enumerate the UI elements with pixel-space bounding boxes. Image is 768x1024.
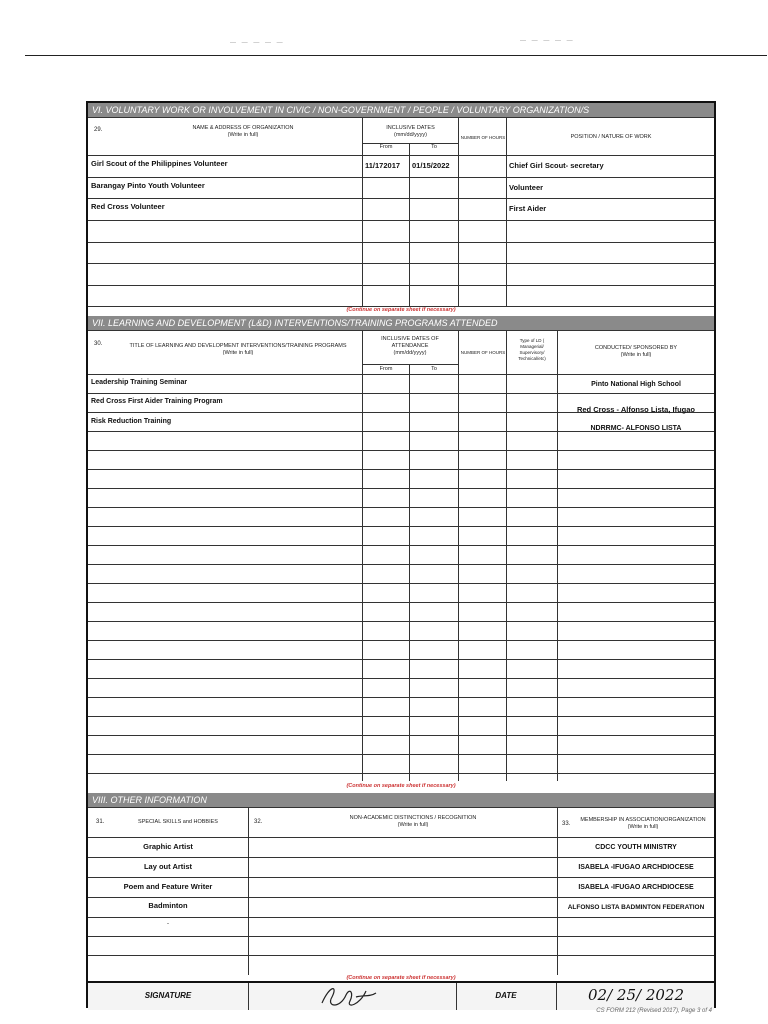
grid-line <box>88 526 714 527</box>
date-value: 02/ 25/ 2022 <box>588 986 684 1004</box>
col-ld-conducted-sub: (Write in full) <box>620 352 652 358</box>
grid-line <box>363 364 459 365</box>
col-dates-sub: (mm/dd/yyyy) <box>394 132 427 138</box>
scan-border-line <box>25 55 767 56</box>
grid-line <box>88 602 714 603</box>
item-number: 29. <box>94 127 103 133</box>
grid-line <box>88 807 714 808</box>
ld-title: Red Cross First Aider Training Program <box>91 398 223 405</box>
grid-line <box>88 735 714 736</box>
section-vii-header: VII. LEARNING AND DEVELOPMENT (L&D) INTERVENTIONS/TRAINING PROGRAMS ATTENDED <box>88 316 714 330</box>
item-number: 30. <box>94 341 103 347</box>
position: Volunteer <box>509 183 544 192</box>
grid-line <box>363 143 459 144</box>
grid-line <box>88 678 714 679</box>
col-org-name-sub: (Write in full) <box>227 132 259 138</box>
col-ld-conducted <box>558 345 714 359</box>
col-hours: NUMBER OF HOURS <box>460 135 506 140</box>
pds-page <box>86 101 716 1008</box>
section-viii-header: VIII. OTHER INFORMATION <box>88 793 714 807</box>
skill-item: Lay out Artist <box>143 862 193 871</box>
grid-line <box>88 955 714 956</box>
grid-line <box>88 393 714 394</box>
grid-line <box>88 917 714 918</box>
grid-line <box>88 330 714 331</box>
grid-line <box>88 754 714 755</box>
item-number: 31. <box>96 819 105 825</box>
col-ld-from: From <box>379 366 393 372</box>
signature-row <box>88 981 714 1010</box>
ld-conducted: NDRRMC- ALFONSO LISTA <box>590 425 682 432</box>
col-ld-dates-sub: (mm/dd/yyyy) <box>393 350 427 356</box>
ld-title: Leadership Training Seminar <box>91 379 188 386</box>
col-ld-hours: NUMBER OF HOURS <box>460 350 506 355</box>
item-number: 33. <box>562 821 571 827</box>
grid-line <box>557 330 558 781</box>
col-membership-label: MEMBERSHIP IN ASSOCIATION/ORGANIZATION <box>580 817 706 823</box>
grid-line <box>248 807 249 975</box>
grid-line <box>88 263 714 264</box>
col-membership-sub: (Write in full) <box>627 824 659 830</box>
ld-conducted: Red Cross - Alfonso Lista, Ifugao <box>576 405 696 414</box>
col-org-name <box>128 125 358 139</box>
col-dates <box>363 125 458 139</box>
grid-line <box>88 640 714 641</box>
scan-artifact: — — — — — <box>230 40 285 46</box>
signature-scribble <box>316 983 396 1009</box>
col-ld-to: To <box>431 366 437 372</box>
grid-line <box>88 697 714 698</box>
grid-line <box>506 117 507 306</box>
grid-line <box>88 564 714 565</box>
grid-line <box>362 117 363 306</box>
membership-item: ISABELA -IFUGAO ARCHDIOCESE <box>578 864 694 871</box>
org-name: Red Cross Volunteer <box>91 202 165 211</box>
membership-item: ISABELA -IFUGAO ARCHDIOCESE <box>578 884 694 891</box>
form-footer: CS FORM 212 (Revised 2017), Page 3 of 4 <box>596 1008 712 1014</box>
grid-line <box>88 285 714 286</box>
grid-line <box>88 936 714 937</box>
col-dates-label: INCLUSIVE DATES <box>386 125 435 131</box>
grid-line <box>409 143 410 306</box>
grid-line <box>88 374 714 375</box>
grid-line <box>88 469 714 470</box>
grid-line <box>88 897 714 898</box>
signature-label: SIGNATURE <box>144 991 192 1000</box>
continue-note: (Continue on separate sheet if necessary) <box>346 307 456 313</box>
ld-conducted: Pinto National High School <box>591 381 681 388</box>
grid-line <box>88 450 714 451</box>
grid-line <box>409 364 410 781</box>
col-ld-title-label: TITLE OF LEARNING AND DEVELOPMENT INTERVENTIONS/TRAINING PROGRAMS <box>129 343 347 349</box>
position: Chief Girl Scout- secretary <box>509 161 604 170</box>
date-from: 11/172017 <box>365 161 401 170</box>
grid-line <box>88 198 714 199</box>
skill-item: Graphic Artist <box>143 842 193 851</box>
grid-line <box>362 330 363 781</box>
grid-line <box>88 857 714 858</box>
grid-line <box>88 177 714 178</box>
col-org-name-label: NAME & ADDRESS OF ORGANIZATION <box>192 125 294 131</box>
grid-line <box>458 117 459 306</box>
grid-line <box>88 583 714 584</box>
col-distinctions <box>278 815 548 829</box>
col-membership <box>573 817 713 831</box>
col-position: POSITION / NATURE OF WORK <box>570 134 652 140</box>
membership-item: CDCC YOUTH MINISTRY <box>595 844 677 851</box>
col-ld-type: Type of LD ( Managerial/ Supervisory/ Technical/etc) <box>518 338 546 361</box>
section-vi-header: VI. VOLUNTARY WORK OR INVOLVEMENT IN CIVIC / NON-GOVERNMENT / PEOPLE / VOLUNTARY ORGANIZATION/S <box>88 103 714 117</box>
grid-line <box>88 877 714 878</box>
skill-item: Poem and Feature Writer <box>123 882 213 891</box>
skill-item: - <box>167 921 169 927</box>
grid-line <box>88 773 714 774</box>
grid-line <box>88 507 714 508</box>
grid-line <box>248 983 249 1010</box>
date-label: DATE <box>495 991 517 1000</box>
skill-item: Badminton <box>148 901 188 910</box>
col-from: From <box>379 144 393 150</box>
grid-line <box>88 155 714 156</box>
org-name: Barangay Pinto Youth Volunteer <box>91 181 205 190</box>
col-ld-dates-label: INCLUSIVE DATES OF ATTENDANCE <box>381 336 439 349</box>
grid-line <box>458 330 459 781</box>
grid-line <box>88 659 714 660</box>
grid-line <box>88 488 714 489</box>
org-name: Girl Scout of the Philippines Volunteer <box>91 159 228 168</box>
grid-line <box>88 220 714 221</box>
grid-line <box>88 837 714 838</box>
grid-line <box>557 807 558 975</box>
position: First Aider <box>509 204 547 213</box>
membership-item: ALFONSO LISTA BADMINTON FEDERATION <box>567 904 705 911</box>
col-skills: SPECIAL SKILLS and HOBBIES <box>138 819 218 825</box>
grid-line <box>88 117 714 118</box>
ld-title: Risk Reduction Training <box>91 418 172 425</box>
grid-line <box>556 983 557 1010</box>
col-distinctions-label: NON-ACADEMIC DISTINCTIONS / RECOGNITION <box>349 815 477 821</box>
scan-artifact: — — — — — <box>520 38 575 44</box>
col-to: To <box>431 144 437 150</box>
col-distinctions-sub: (Write in full) <box>397 822 429 828</box>
grid-line <box>88 621 714 622</box>
grid-line <box>88 545 714 546</box>
date-to: 01/15/2022 <box>412 161 450 170</box>
col-ld-dates <box>370 336 450 357</box>
continue-note: (Continue on separate sheet if necessary) <box>346 975 456 981</box>
grid-line <box>88 716 714 717</box>
continue-note: (Continue on separate sheet if necessary) <box>346 783 456 789</box>
grid-line <box>506 330 507 781</box>
grid-line <box>88 242 714 243</box>
col-ld-title <box>118 343 358 357</box>
item-number: 32. <box>254 819 263 825</box>
col-ld-conducted-label: CONDUCTED/ SPONSORED BY <box>594 345 678 351</box>
col-ld-title-sub: (Write in full) <box>222 350 254 356</box>
